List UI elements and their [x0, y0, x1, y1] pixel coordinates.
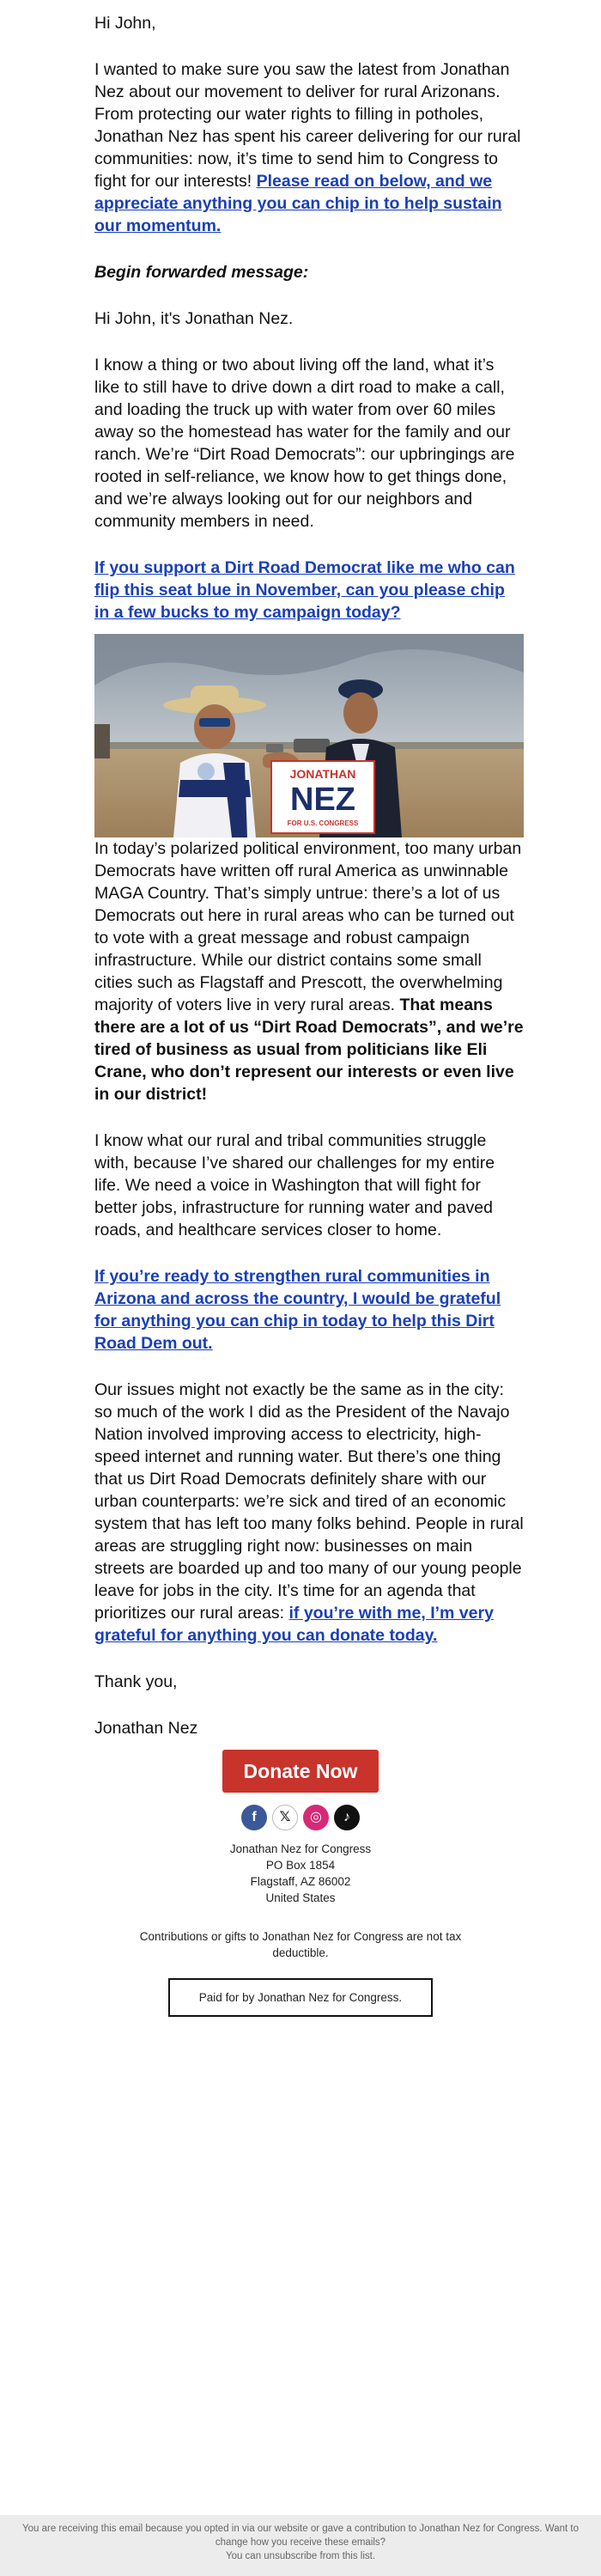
- footer-optin-text: You are receiving this email because you opted in via our website or gave a contribution to Jonathan Nez for Congress. Want to change how you receive these emails?: [22, 2524, 579, 2548]
- donate-area: [0, 1750, 601, 1793]
- paragraph-dirt-road: I know a thing or two about living off the land, what it’s like to still have to drive down a dirt road to make a call, and loading the truck up with water from over 60 miles away so the homestead has water for the family and our ranch. We’re “Dirt Road Democrats”: our upbringings are rooted in self-reliance, we know how to get things done, and we’re always looking out for our neighbors and community members in need.: [94, 356, 515, 531]
- address-org: Jonathan Nez for Congress: [229, 1842, 372, 1855]
- forwarded-label: Begin forwarded message:: [94, 263, 309, 282]
- email-body: [94, 0, 524, 1739]
- intro-donate-link[interactable]: Please read on below, and we appreciate anything you can chip in to help sustain our momentum.: [94, 172, 502, 235]
- instagram-icon[interactable]: ◎: [303, 1805, 329, 1830]
- mailing-address: [0, 1841, 601, 1906]
- paragraph-rural-tribal: I know what our rural and tribal communities struggle with, because I’ve shared our challenges for my entire life. We need a voice in Washington that will fight for better jobs, infrastructure for running water and paved roads, and healthcare services closer to home.: [94, 1131, 495, 1239]
- paragraph-issues-text: Our issues might not exactly be the same as in the city: so much of the work I did as the President of the Navajo Nation involved improving access to electricity, high-speed internet and running water. But there’s one thing that us Dirt Road Democrats definitely share with our urban counterparts: we’re sick and tired of an economic system that has left too many folks behind. People in rural areas are struggling right now: businesses on main streets are boarded up and too many of our young people leave for jobs in the city. It’s time for an agenda that prioritizes our rural areas:: [94, 1380, 524, 1623]
- paragraph-polarized-text: In today’s polarized political environment, too many urban Democrats have written off rural America as unwinnable MAGA Country. That’s simply untrue: there’s a lot of us Democrats out here in rural areas who can be turned out to vote with a great message and robust campaign infrastructure. While our district contains some small cities such as Flagstaff and Prescott, the overwhelming majority of voters live in very rural areas.: [94, 839, 522, 1014]
- paragraph-polarized-bold: That means there are a lot of us “Dirt Road Democrats”, and we’re tired of business as usual from politicians like Eli Crane, who don’t represent our interests or even live in our district!: [94, 996, 524, 1104]
- donate-now-button[interactable]: Donate Now: [222, 1750, 379, 1793]
- address-city: Flagstaff, AZ 86002: [250, 1875, 351, 1888]
- tiktok-icon[interactable]: ♪: [334, 1805, 360, 1830]
- paragraph-issues: [94, 1379, 524, 1647]
- campaign-photo[interactable]: [94, 634, 524, 837]
- intro-text: I wanted to make sure you saw the latest from Jonathan Nez about our movement to deliver for rural Arizonans. From protecting our water rights to filling in potholes, Jonathan Nez has spent his career delivering for our rural communities: now, it’s time to send him to Congress to fight for our interests!: [94, 60, 521, 191]
- tax-disclaimer: Contributions or gifts to Jonathan Nez for Congress are not tax deductible.: [139, 1930, 462, 1959]
- donate-link-flip-seat-text[interactable]: If you support a Dirt Road Democrat like me who can flip this seat blue in November, can you please chip in a few bucks to my campaign today?: [94, 558, 515, 622]
- signature: Jonathan Nez: [94, 1719, 198, 1738]
- greeting: Hi John,: [94, 14, 156, 33]
- address-country: United States: [265, 1891, 336, 1904]
- facebook-icon[interactable]: f: [241, 1805, 267, 1830]
- donate-link-strengthen[interactable]: [94, 1265, 524, 1355]
- paragraph-polarized: [94, 837, 524, 1105]
- donate-link-strengthen-text[interactable]: If you’re ready to strengthen rural communities in Arizona and across the country, I would be grateful for anything you can chip in today to help this Dirt Road Dem out.: [94, 1267, 501, 1353]
- unsubscribe-link[interactable]: You can unsubscribe from this list.: [225, 2551, 376, 2561]
- intro-paragraph: [94, 58, 524, 237]
- donate-link-grateful[interactable]: if you’re with me, I’m very grateful for anything you can donate today.: [94, 1604, 494, 1645]
- sign-line-3: FOR U.S. CONGRESS: [287, 819, 359, 827]
- signoff: Thank you,: [94, 1672, 178, 1691]
- social-links: [0, 1805, 601, 1832]
- x-icon[interactable]: 𝕏: [272, 1805, 298, 1830]
- paid-for-box: Paid for by Jonathan Nez for Congress.: [168, 1978, 433, 2017]
- forwarded-greeting: Hi John, it's Jonathan Nez.: [94, 309, 294, 328]
- donate-link-flip-seat[interactable]: [94, 557, 524, 624]
- campaign-photo-illustration: [94, 634, 524, 837]
- sign-line-2: NEZ: [290, 782, 355, 818]
- sign-line-1: JONATHAN: [289, 767, 356, 781]
- address-po: PO Box 1854: [265, 1859, 336, 1872]
- email-footer: [0, 2515, 601, 2576]
